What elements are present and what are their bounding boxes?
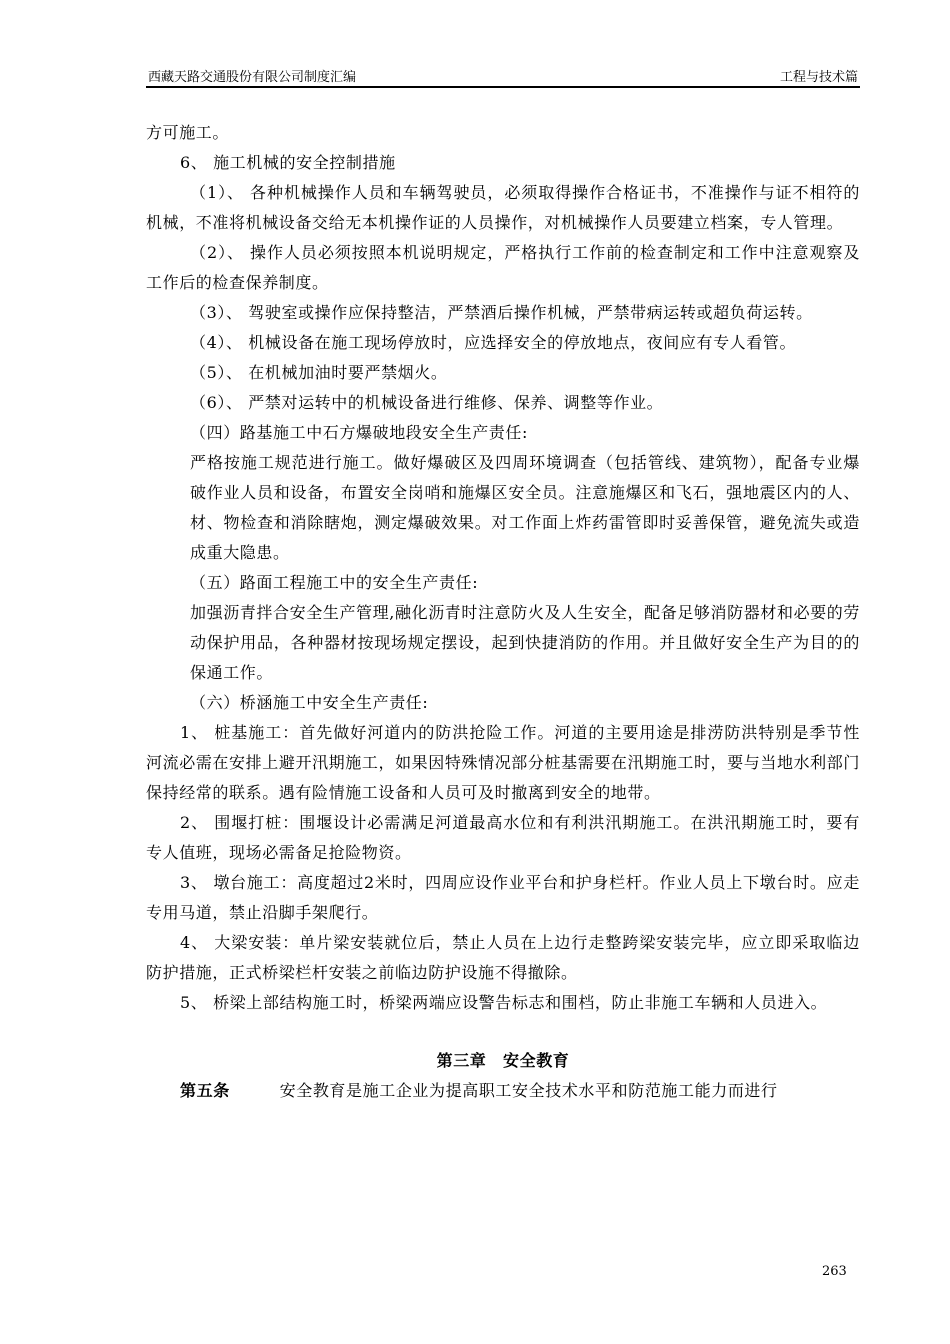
- list-item: （1）、 各种机械操作人员和车辆驾驶员，必须取得操作合格证书，不准操作与证不相符的机械，不准将机械设备交给无本机操作证的人员操作，对机械操作人员要建立档案，专人管理。: [146, 183, 860, 232]
- list-item: 4、 大梁安装：单片梁安装就位后，禁止人员在上边行走整跨梁安装完毕，应立即采取临边防护措施，正式桥梁栏杆安装之前临边防护设施不得撤除。: [146, 933, 860, 982]
- document-body: [146, 118, 860, 1106]
- list-item: （5）、 在机械加油时要严禁烟火。: [190, 363, 448, 382]
- list-item: （3）、 驾驶室或操作应保持整洁，严禁酒后操作机械，严禁带病运转或超负荷运转。: [190, 303, 813, 322]
- article-label: 第五条: [180, 1081, 230, 1100]
- list-item: 1、 桩基施工：首先做好河道内的防洪抢险工作。河道的主要用途是排涝防洪特别是季节性河流必需在安排上避开汛期施工，如果因特殊情况部分桩基需要在汛期施工时，要与当地水利部门保持经常的联系。遇有险情施工设备和人员可及时撤离到安全的地带。: [146, 723, 860, 802]
- chapter-title: 第三章 安全教育: [436, 1051, 570, 1070]
- list-item: 5、 桥梁上部结构施工时，桥梁两端应设警告标志和围档，防止非施工车辆和人员进入。: [180, 993, 828, 1012]
- paragraph: 方可施工。: [146, 123, 230, 142]
- page-header: [146, 64, 860, 88]
- subsection-heading: （四）路基施工中石方爆破地段安全生产责任:: [190, 423, 528, 442]
- list-item: （4）、 机械设备在施工现场停放时，应选择安全的停放地点，夜间应有专人看管。: [190, 333, 797, 352]
- page-number: 263: [822, 1264, 847, 1279]
- article-paragraph: [146, 1076, 860, 1106]
- list-item: （6）、 严禁对运转中的机械设备进行维修、保养、调整等作业。: [190, 393, 664, 412]
- header-section-title: 工程与技术篇: [779, 70, 858, 85]
- subsection-heading: （六）桥涵施工中安全生产责任:: [190, 693, 429, 712]
- paragraph: 严格按施工规范进行施工。做好爆破区及四周环境调查（包括管线、建筑物），配备专业爆破作业人员和设备，布置安全岗哨和施爆区安全员。注意施爆区和飞石，强地震区内的人、材、物检查和消除瞎炮，测定爆破效果。对工作面上炸药雷管即时妥善保管，避免流失或造成重大隐患。: [190, 453, 860, 562]
- list-item: 2、 围堰打桩：围堰设计必需满足河道最高水位和有利洪汛期施工。在洪汛期施工时，要有专人值班，现场必需备足抢险物资。: [146, 813, 860, 862]
- header-company-title: 西藏天路交通股份有限公司制度汇编: [148, 70, 357, 85]
- paragraph: 加强沥青拌合安全生产管理,融化沥青时注意防火及人生安全，配备足够消防器材和必要的劳动保护用品，各种器材按现场规定摆设，起到快捷消防的作用。并且做好安全生产为目的的保通工作。: [190, 603, 860, 682]
- article-text: 安全教育是施工企业为提高职工安全技术水平和防范施工能力而进行: [279, 1081, 778, 1100]
- subsection-heading: （五）路面工程施工中的安全生产责任:: [190, 573, 479, 592]
- section-heading: 6、 施工机械的安全控制措施: [180, 153, 396, 172]
- list-item: （2）、 操作人员必须按照本机说明规定，严格执行工作前的检查制定和工作中注意观察及工作后的检查保养制度。: [146, 243, 860, 292]
- list-item: 3、 墩台施工：高度超过2米时，四周应设作业平台和护身栏杆。作业人员上下墩台时。应走专用马道，禁止沿脚手架爬行。: [146, 873, 860, 922]
